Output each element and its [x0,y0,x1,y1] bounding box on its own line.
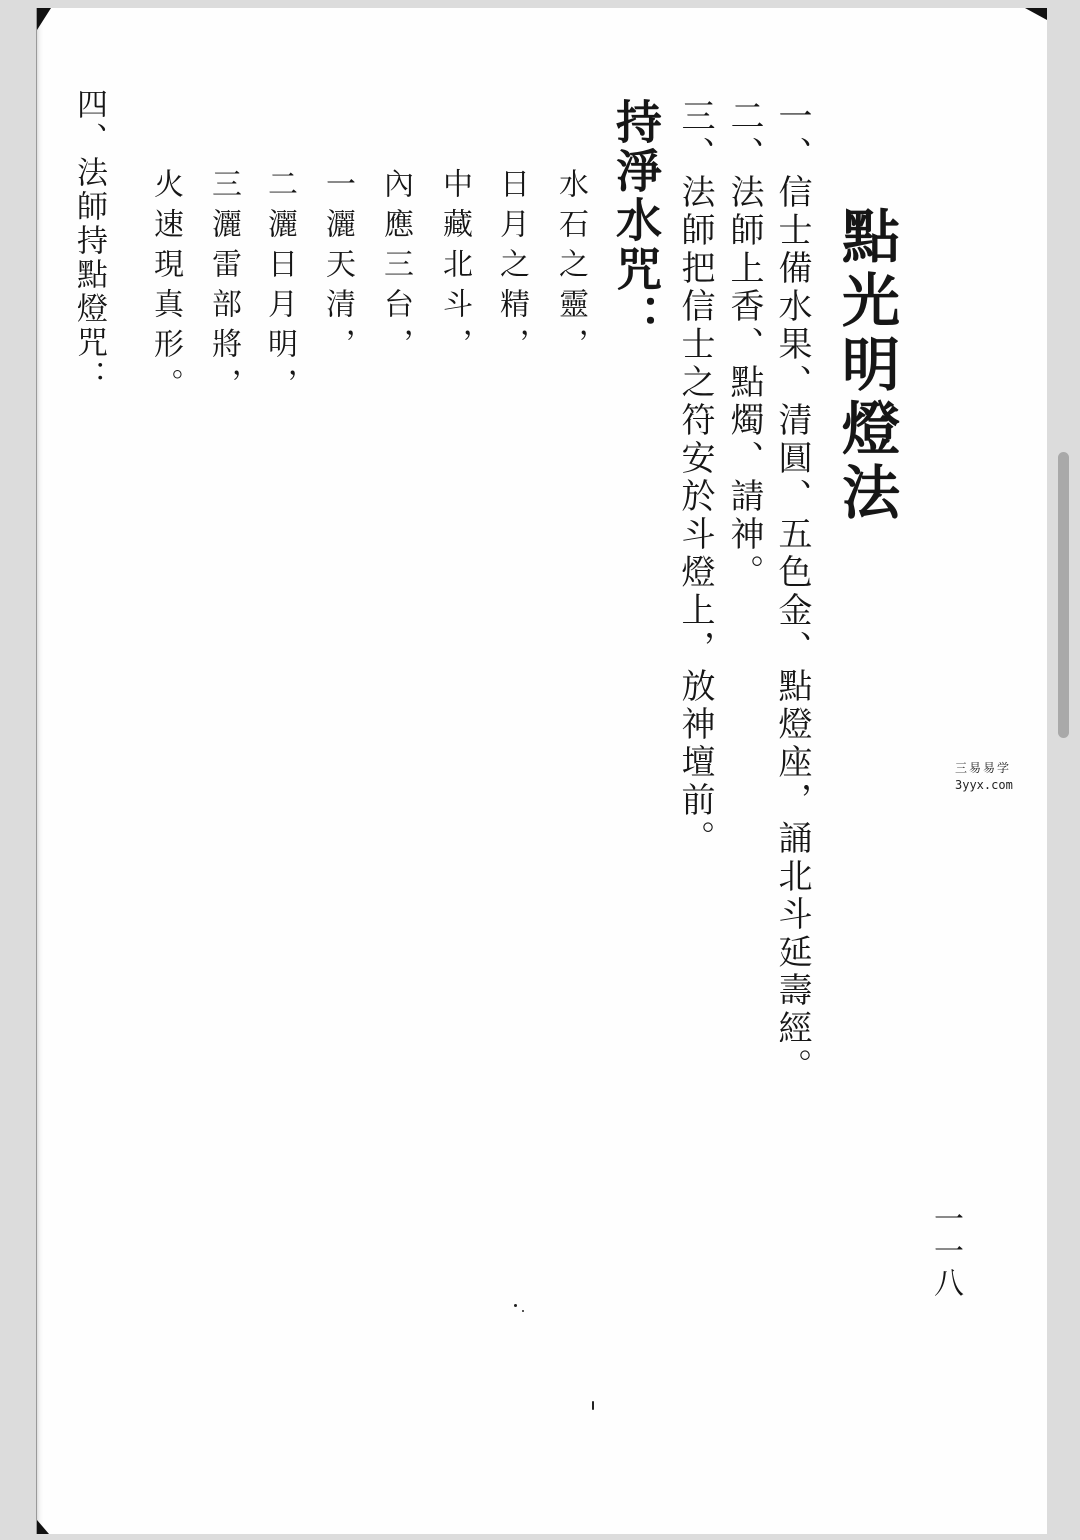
page-title: 點光明燈法 [832,206,900,526]
spell-line-1: 水石之靈， [553,168,588,368]
scan-speck [514,1304,517,1307]
scanned-page [36,8,1047,1534]
spell-line-5: 一灑天清， [320,168,355,368]
page-corner-mark [1025,8,1047,20]
step-line-3: 三、法師把信士之符安於斗燈上，放神壇前。 [675,98,715,858]
spell-line-3: 中藏北斗， [437,168,472,368]
page-corner-mark [37,1520,49,1534]
watermark [955,760,1013,795]
watermark-name: 三易易学 [955,761,1012,775]
page-corner-mark [37,8,51,30]
spell-line-8: 火速現真形。 [148,168,183,408]
spell-line-6: 二灑日月明， [262,168,297,408]
step-line-2: 二、法師上香、點燭、請神。 [724,98,764,592]
spell-line-2: 日月之精， [494,168,529,368]
vertical-scrollbar[interactable] [1058,452,1069,738]
scan-speck [592,1401,594,1410]
spell-line-4: 內應三台， [378,168,413,368]
scan-speck [522,1310,524,1312]
step-line-1: 一、信士備水果、清圓、五色金、點燈座，誦北斗延壽經。 [772,98,812,1086]
watermark-url: 3yyx.com [955,778,1013,793]
spell-line-7: 三灑雷部將， [206,168,241,408]
page-number: 一一八 [928,1203,963,1299]
step-line-4: 四、法師持點燈咒： [71,88,107,394]
section-heading: 持淨水咒： [609,98,663,343]
